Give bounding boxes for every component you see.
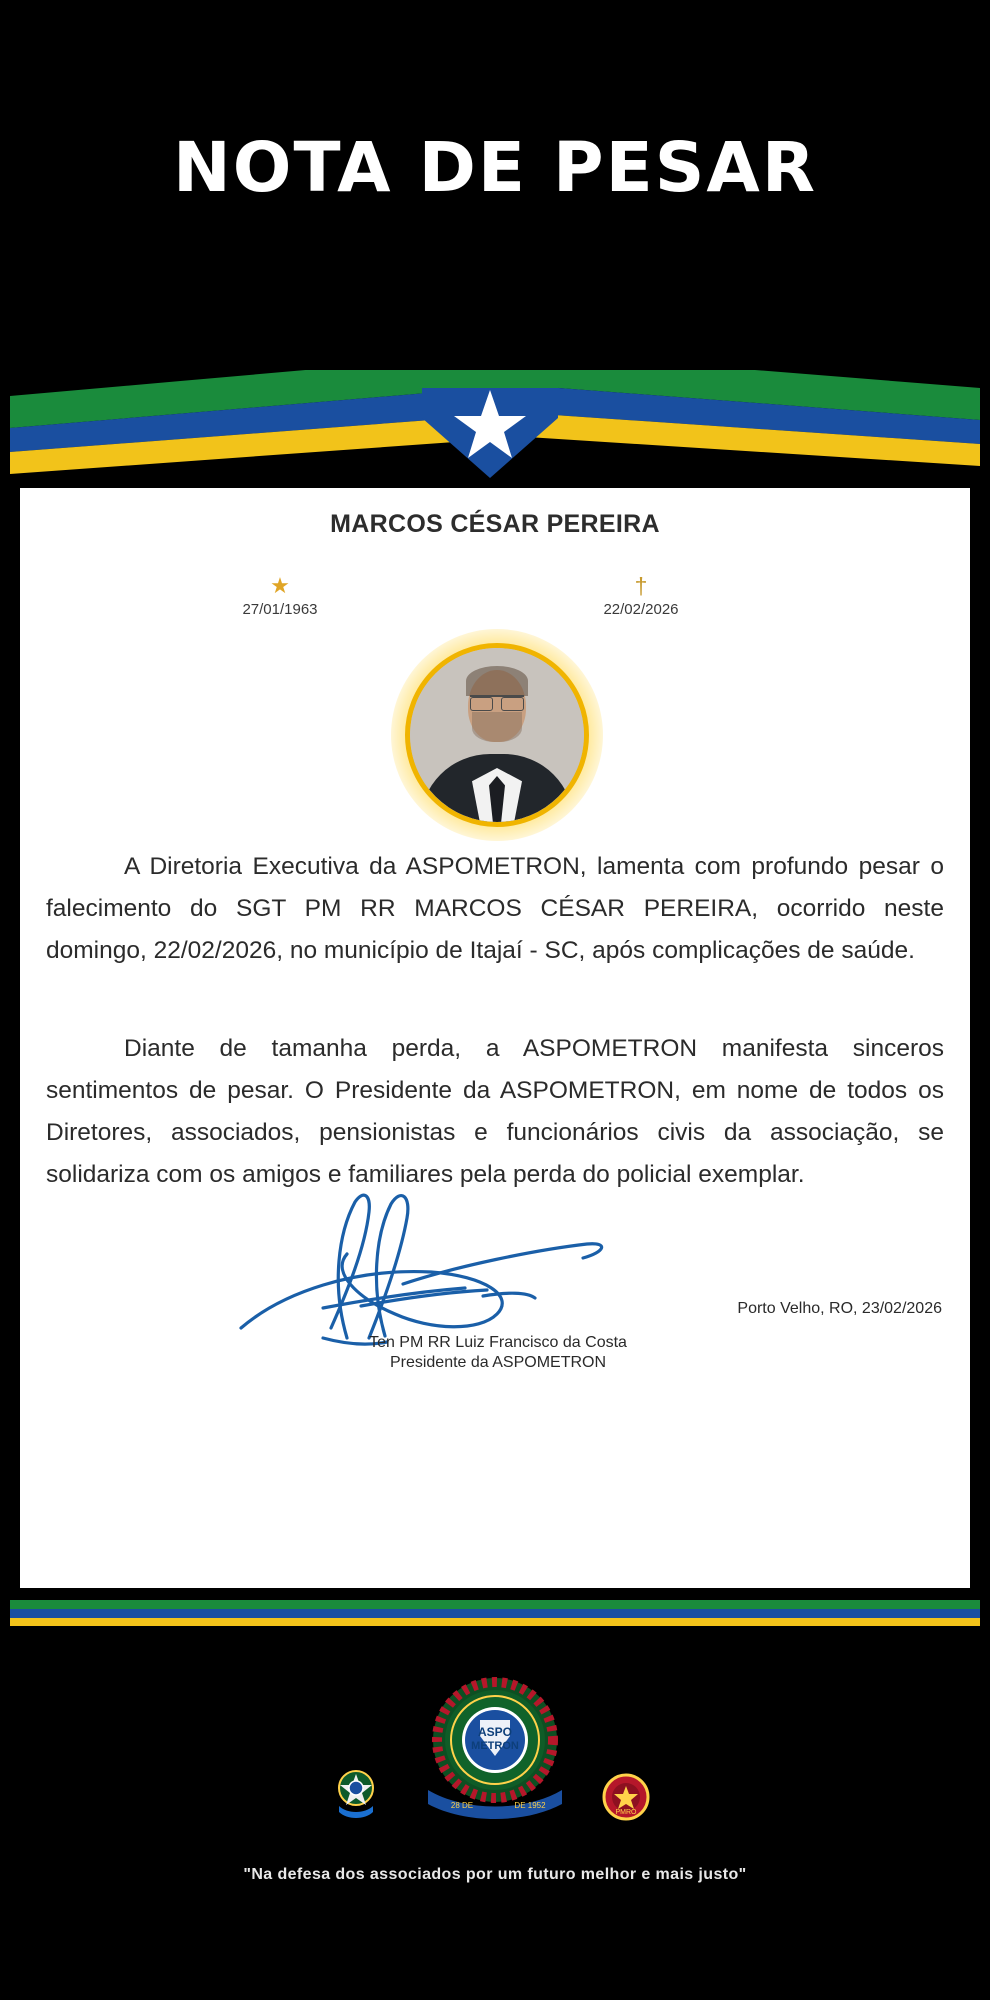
notice-body [20,488,970,1588]
notice-card [10,20,980,1966]
svg-text:28 DE: 28 DE [450,1801,474,1810]
brasao-republica-icon [325,1762,387,1824]
footer-logos [10,1640,980,1966]
paragraph-one: A Diretoria Executiva da ASPOMETRON, lamenta com profundo pesar o falecimento do SGT PM RR MARCOS CÉSAR PEREIRA, ocorrido neste domingo, 22/02/2026, no município de Itajaí - SC, após complicações de saúde. [46,853,944,964]
signatory-role: Presidente da ASPOMETRON [389,1354,607,1371]
page-title: NOTA DE PESAR [173,128,817,208]
footer-slogan: "Na defesa dos associados por um futuro melhor e mais justo" [243,1866,747,1883]
star-icon: ★ [270,573,290,598]
death-date: 22/02/2026 [603,601,679,618]
header-banner [10,20,980,370]
signature-block [288,1334,708,1372]
flag-ribbon-bottom [10,1598,980,1640]
portrait-ring [405,643,589,827]
birth-date-block [180,574,380,618]
logo-line1: ASPO [477,1725,513,1739]
paragraph-two: Diante de tamanha perda, a ASPOMETRON manifesta sinceros sentimentos de pesar. O Presidente da ASPOMETRON, em nome de todos os Diretores, associados, pensionistas e funcionários civis da associação, se solidariza com os amigos e familiares pela perda do policial exemplar. [46,1035,944,1188]
portrait-photo [410,648,584,822]
signature-scribble [235,1188,655,1358]
glasses-detail [470,695,524,707]
aspometron-logo [410,1662,580,1832]
deceased-name: MARCOS CÉSAR PEREIRA [330,510,660,538]
svg-text:DE 1952: DE 1952 [514,1801,546,1810]
death-date-block [541,574,741,618]
signature-area [20,1188,970,1388]
birth-date: 27/01/1963 [242,601,318,618]
cross-icon: † [634,573,648,599]
signatory-name: Ten PM RR Luiz Francisco da Costa [369,1334,627,1351]
svg-text:PMRO: PMRO [615,1809,637,1816]
logo-line2: METRON [471,1740,519,1752]
pm-rondonia-icon [595,1766,657,1828]
place-and-date: Porto Velho, RO, 23/02/2026 [737,1300,942,1317]
portrait [405,643,589,827]
